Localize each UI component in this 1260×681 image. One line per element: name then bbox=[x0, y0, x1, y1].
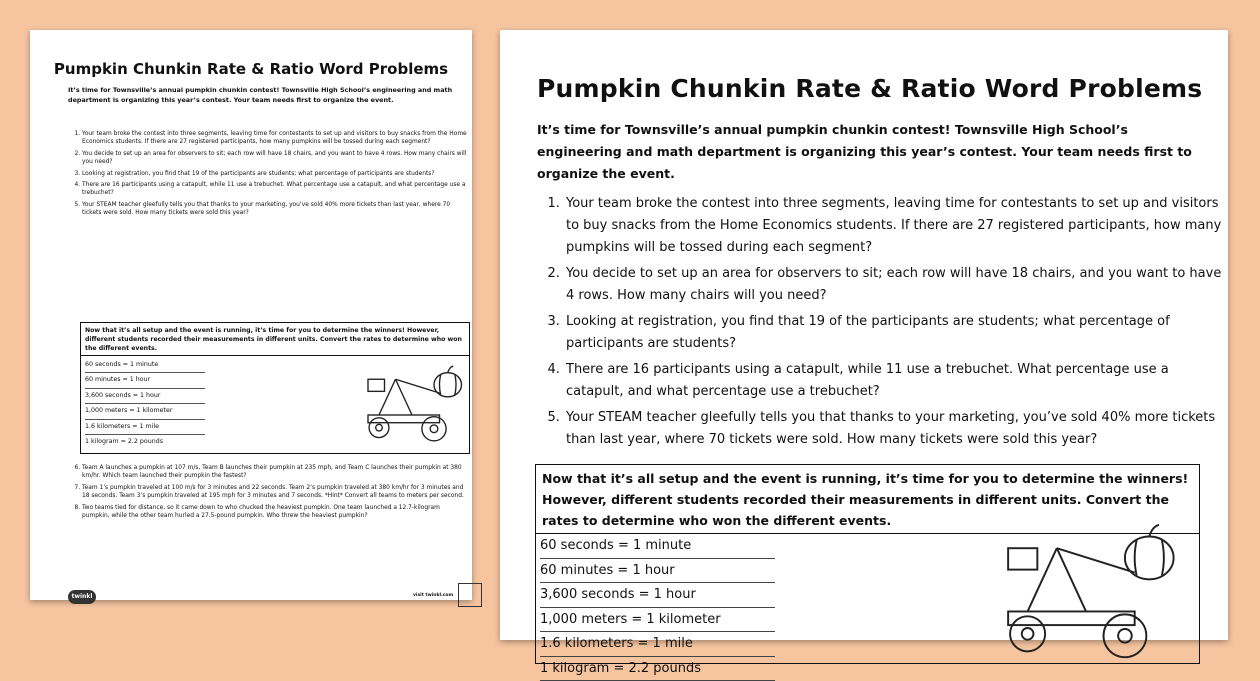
problem-item: 4. There are 16 participants using a catapult, while 11 use a trebuchet. What percentage use a catapult, and what percentage use a trebuchet? bbox=[564, 359, 1224, 403]
page-title: Pumpkin Chunkin Rate & Ratio Word Problems bbox=[30, 60, 472, 78]
problem-item: 3. Looking at registration, you find that 19 of the participants are students; what percentage of participants are students? bbox=[564, 311, 1224, 355]
conversion-heading: Now that it’s all setup and the event is running, it’s time for you to determine the winners! However, different students recorded their measurements in different units. Convert the rates to determine who won the different events. bbox=[81, 323, 469, 356]
twinkl-logo: twinkl bbox=[68, 590, 96, 604]
problem-item: 5. Your STEAM teacher gleefully tells you that thanks to your marketing, you’ve sold 40% more tickets than last year, where 70 tickets were sold. How many tickets were sold this year? bbox=[564, 407, 1224, 451]
qr-code-icon bbox=[458, 583, 482, 607]
problem-item: 2. You decide to set up an area for observers to sit; each row will have 18 chairs, and you want to have 4 rows. How many chairs will you need? bbox=[82, 150, 468, 167]
intro-paragraph: It’s time for Townsville’s annual pumpkin chunkin contest! Townsville High School’s engineering and math department is organizing this year’s contest. Your team needs first to organize the event. bbox=[537, 119, 1217, 185]
worksheet-preview-large bbox=[500, 30, 1228, 640]
problem-item: 7. Team 1’s pumpkin traveled at 100 m/s for 3 minutes and 22 seconds. Team 2’s pumpkin traveled at 380 km/hr for 3 minutes and 18 seconds. Team 3’s pumpkin traveled at 195 mph for 3 minutes and 7 seconds. *Hint* Convert all teams to meters per second. bbox=[82, 484, 468, 501]
catapult-illustration bbox=[357, 357, 467, 451]
problem-list-part2 bbox=[68, 464, 468, 523]
problem-item: 6. Team A launches a pumpkin at 107 m/s, Team B launches their pumpkin at 235 mph, and Team C launches their pumpkin at 380 km/hr. Which team launched their pumpkin the fastest? bbox=[82, 464, 468, 481]
problem-item: 8. Two teams tied for distance, so it came down to who chucked the heaviest pumpkin. One team launched a 12.7-kilogram pumpkin, while the other team hurled a 27.5-pound pumpkin. Who threw the heaviest pumpkin? bbox=[82, 504, 468, 521]
page-title: Pumpkin Chunkin Rate & Ratio Word Problems bbox=[537, 74, 1202, 103]
problem-item: 3. Looking at registration, you find that 19 of the participants are students; what percentage of participants are students? bbox=[82, 170, 468, 178]
problem-item: 2. You decide to set up an area for observers to sit; each row will have 18 chairs, and you want to have 4 rows. How many chairs will you need? bbox=[564, 263, 1224, 307]
conversion-item: 1,000 meters = 1 kilometer bbox=[540, 608, 775, 633]
conversion-item: 1.6 kilometers = 1 mile bbox=[85, 420, 205, 435]
problem-item: 5. Your STEAM teacher gleefully tells you that thanks to your marketing, you’ve sold 40% more tickets than last year, where 70 tickets were sold. How many tickets were sold this year? bbox=[82, 201, 468, 218]
conversion-item: 60 minutes = 1 hour bbox=[85, 373, 205, 388]
conversion-item: 1,000 meters = 1 kilometer bbox=[85, 404, 205, 419]
problem-item: 1. Your team broke the contest into three segments, leaving time for contestants to set up and visitors to buy snacks from the Home Economics students. If there are 27 registered participants, how many pumpkins will be tossed during each segment? bbox=[82, 130, 468, 147]
problem-item: 1. Your team broke the contest into three segments, leaving time for contestants to set up and visitors to buy snacks from the Home Economics students. If there are 27 registered participants, how many pumpkins will be tossed during each segment? bbox=[564, 193, 1224, 259]
conversion-item: 1.6 kilometers = 1 mile bbox=[540, 632, 775, 657]
conversion-item: 60 minutes = 1 hour bbox=[540, 559, 775, 584]
conversion-list bbox=[536, 534, 779, 681]
catapult-illustration bbox=[986, 519, 1186, 665]
conversion-item: 60 seconds = 1 minute bbox=[540, 534, 775, 559]
visit-link-text: visit twinkl.com bbox=[413, 593, 453, 598]
worksheet-preview-small bbox=[30, 30, 472, 600]
conversion-item: 1 kilogram = 2.2 pounds bbox=[540, 657, 775, 681]
conversion-item: 3,600 seconds = 1 hour bbox=[540, 583, 775, 608]
conversion-box bbox=[535, 464, 1200, 664]
conversion-heading: Now that it’s all setup and the event is running, it’s time for you to determine the winners! However, different students recorded their measurements in different units. Convert the rates to determine who won the different events. bbox=[536, 465, 1199, 534]
conversion-item: 1 kilogram = 2.2 pounds bbox=[85, 435, 205, 449]
intro-paragraph: It’s time for Townsville’s annual pumpkin chunkin contest! Townsville High School’s engineering and math department is organizing this year’s contest. Your team needs first to organize the event. bbox=[68, 86, 454, 105]
conversion-item: 60 seconds = 1 minute bbox=[85, 358, 205, 373]
problem-list bbox=[68, 130, 468, 221]
problem-item: 4. There are 16 participants using a catapult, while 11 use a trebuchet. What percentage use a catapult, and what percentage use a trebuchet? bbox=[82, 181, 468, 198]
conversion-box bbox=[80, 322, 470, 454]
problem-list bbox=[537, 193, 1224, 455]
conversion-list bbox=[81, 356, 209, 451]
conversion-item: 3,600 seconds = 1 hour bbox=[85, 389, 205, 404]
